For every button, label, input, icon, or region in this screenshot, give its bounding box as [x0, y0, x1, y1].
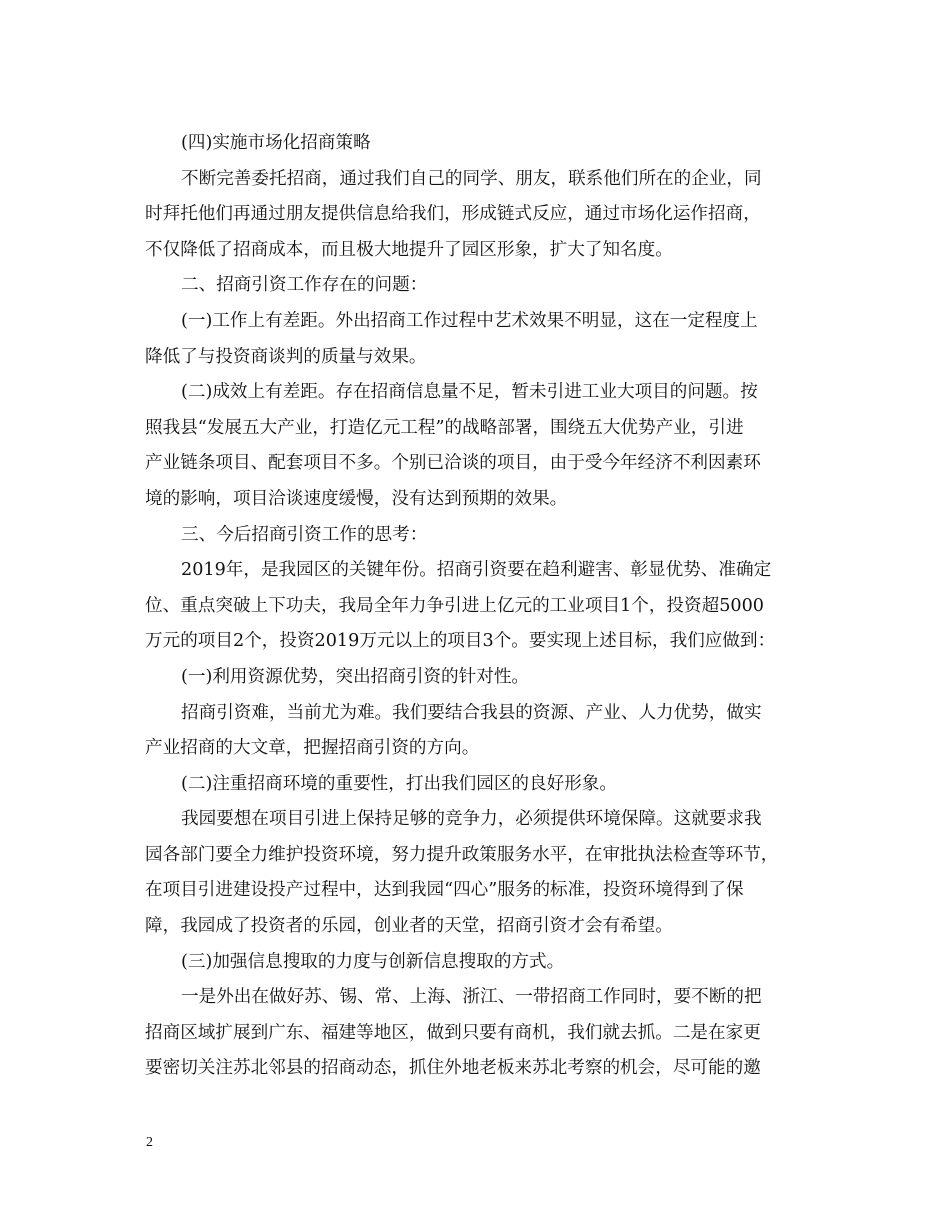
text-line: 园各部门要全力维护投资环境，努力提升政策服务水平，在审批执法检查等环节，	[145, 844, 779, 865]
text-line: 不断完善委托招商，通过我们自己的同学、朋友，联系他们所在的企业，同	[181, 168, 762, 189]
text-line: 降低了与投资商谈判的质量与效果。	[145, 346, 427, 367]
text-line: 境的影响，项目洽谈速度缓慢，没有达到预期的效果。	[145, 488, 568, 509]
text-line: 招商引资难，当前尤为难。我们要结合我县的资源、产业、人力优势，做实	[181, 702, 762, 723]
text-line: 招商区域扩展到广东、福建等地区，做到只要有商机，我们就去抓。二是在家更	[145, 1022, 761, 1043]
text-line: (三)加强信息搜取的力度与创新信息搜取的方式。	[181, 951, 565, 972]
page-number: 2	[146, 1135, 153, 1150]
text-line: 三、今后招商引资工作的思考：	[181, 524, 428, 545]
text-line: 产业招商的大文章，把握招商引资的方向。	[145, 738, 480, 759]
text-line: 一是外出在做好苏、锡、常、上海、浙江、一带招商工作同时，要不断的把	[181, 987, 762, 1008]
text-line: (二)注重招商环境的重要性，打出我们园区的良好形象。	[181, 773, 617, 794]
text-line: (二)成效上有差距。存在招商信息量不足，暂未引进工业大项目的问题。按	[181, 382, 758, 403]
text-line: (四)实施市场化招商策略	[181, 133, 371, 153]
text-line: 在项目引进建设投产过程中，达到我园“四心”服务的标准，投资环境得到了保	[145, 880, 744, 901]
text-line: 2019年，是我园区的关键年份。招商引资要在趋利避害、彰显优势、准确定	[181, 560, 772, 581]
text-line: 二、招商引资工作存在的问题：	[181, 275, 428, 296]
text-line: 我园要想在项目引进上保持足够的竞争力，必须提供环境保障。这就要求我	[181, 809, 762, 830]
text-line: 不仅降低了招商成本，而且极大地提升了园区形象，扩大了知名度。	[145, 239, 673, 260]
text-line: 照我县“发展五大产业，打造亿元工程”的战略部署，围绕五大优势产业，引进	[145, 417, 744, 438]
document-body	[145, 126, 817, 1087]
text-line: 要密切关注苏北邻县的招商动态，抓住外地老板来苏北考察的机会，尽可能的邀	[145, 1058, 761, 1079]
text-line: 产业链条项目、配套项目不多。个别已洽谈的项目，由于受今年经济不利因素环	[145, 453, 761, 474]
text-line: (一)工作上有差距。外出招商工作过程中艺术效果不明显，这在一定程度上	[181, 310, 758, 331]
text-line: 位、重点突破上下功夫，我局全年力争引进上亿元的工业项目1个，投资超5000	[145, 595, 764, 616]
text-line: 障，我园成了投资者的乐园，创业者的天堂，招商引资才会有希望。	[145, 916, 673, 937]
text-line: (一)利用资源优势，突出招商引资的针对性。	[181, 666, 530, 687]
text-line: 万元的项目2个，投资2019万元以上的项目3个。要实现上述目标，我们应做到：	[145, 631, 776, 652]
text-line: 时拜托他们再通过朋友提供信息给我们，形成链式反应，通过市场化运作招商，	[145, 204, 761, 225]
